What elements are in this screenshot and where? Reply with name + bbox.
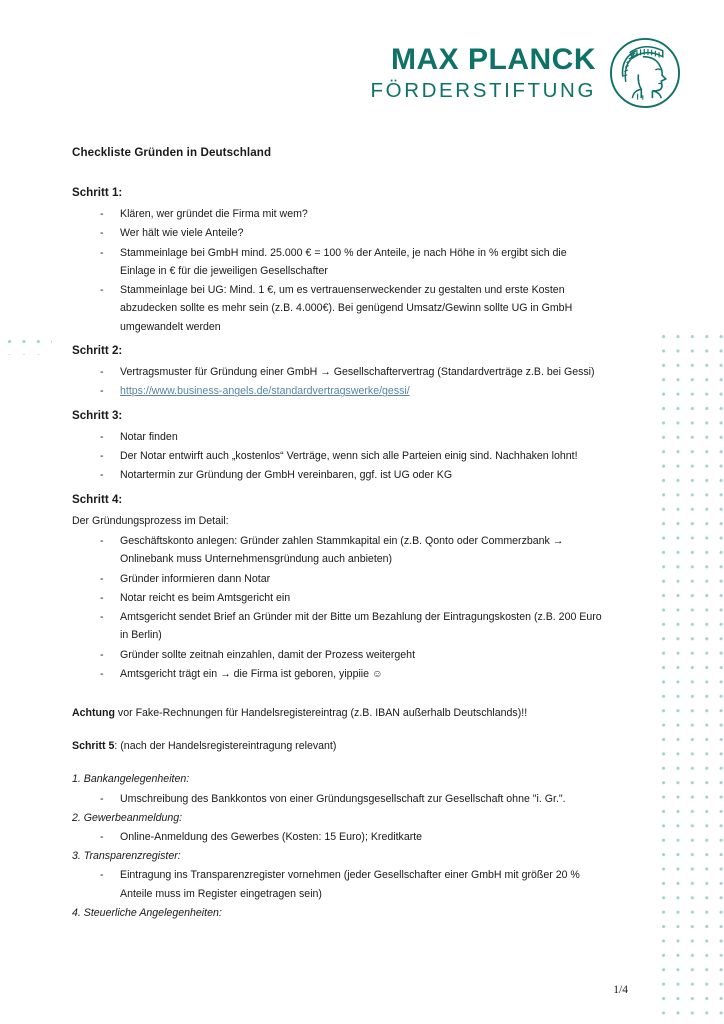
list-item: - Stammeinlage bei GmbH mind. 25.000 € = 100 % der Anteile, je nach Höhe in % ergibt sich die Einlage in € für die jeweiligen Gesellschafter [72,244,602,280]
list-item: - Notartermin zur Gründung der GmbH vereinbaren, ggf. ist UG oder KG [72,466,602,484]
list-item: - Notar reicht es beim Amtsgericht ein [72,589,602,607]
list-item: - Gründer informieren dann Notar [72,570,602,588]
list-item: - Online-Anmeldung des Gewerbes (Kosten: 15 Euro); Kreditkarte [72,828,602,846]
page-title: Checkliste Gründen in Deutschland [72,146,272,159]
list-item: - Amtsgericht sendet Brief an Gründer mit der Bitte um Bezahlung der Eintragungskosten (z.B. 200 Euro in Berlin) [72,608,602,644]
heading-gewerbeanmeldung: 2. Gewerbeanmeldung: [72,811,183,824]
heading-bankangelegenheiten: 1. Bankangelegenheiten: [72,773,190,786]
list-step-3 [72,428,602,485]
brand-name-primary: MAX PLANCK [391,42,596,76]
list-item: - Umschreibung des Bankkontos von einer Gründungsgesellschaft zur Gesellschaft ohne "i. Gr.". [72,790,602,808]
list-transparenzregister [72,866,602,902]
list-item: - Notar finden [72,428,602,446]
list-item: - Wer hält wie viele Anteile? [72,224,602,242]
page-number: 1/4 [613,984,628,996]
list-gewerbeanmeldung [72,828,602,846]
list-item: - Der Notar entwirft auch „kostenlos“ Verträge, wenn sich alle Parteien einig sind. Nachhaken lohnt! [72,447,602,465]
heading-step-1: Schritt 1: [72,185,123,199]
document-body [72,145,602,923]
list-item: - Stammeinlage bei UG: Mind. 1 €, um es vertrauenserweckender zu gestalten und erste Kosten abzudecken sollte es mehr sein (z.B. 4.000€). Bei genügend Umsatz/Gewinn sollte UG in GmbH umgewandelt werden [72,281,602,336]
list-item: - Klären, wer gründet die Firma mit wem? [72,205,602,223]
decorative-dot-grid-right [662,335,724,1024]
list-bankangelegenheiten [72,790,602,808]
list-item: - Gründer sollte zeitnah einzahlen, damit der Prozess weitergeht [72,646,602,664]
warning-text: vor Fake-Rechnungen für Handelsregistereintrag (z.B. IBAN außerhalb Deutschlands)!! [114,706,528,719]
brand-logo [371,36,682,110]
list-item: - Vertragsmuster für Gründung einer GmbH → Gesellschaftervertrag (Standardverträge z.B. bei Gessi) [72,363,602,381]
brand-name-secondary: FÖRDERSTIFTUNG [370,78,596,102]
step-5-note: : (nach der Handelsregistereintragung relevant) [114,740,337,753]
heading-step-4: Schritt 4: [72,492,123,506]
step-5-label: Schritt 5 [72,740,115,753]
list-item: - Geschäftskonto anlegen: Gründer zahlen Stammkapital ein (z.B. Qonto oder Commerzbank → Onlinebank muss Unternehmensgründung auch anbieten) [72,532,602,568]
heading-steuerliche-angelegenheiten: 4. Steuerliche Angelegenheiten: [72,906,222,919]
warning-label: Achtung [72,706,115,719]
list-step-4 [72,532,602,683]
heading-step-5 [72,737,602,755]
heading-transparenzregister: 3. Transparenzregister: [72,850,181,863]
list-step-2 [72,363,602,400]
list-item: - Eintragung ins Transparenzregister vornehmen (jeder Gesellschafter einer GmbH mit größer 20 % Anteile muss im Register eingetragen sein) [72,866,602,902]
heading-step-3: Schritt 3: [72,408,123,422]
minerva-head-icon [608,36,682,110]
brand-wordmark [370,42,596,102]
intro-step-4: Der Gründungsprozess im Detail: [72,514,229,527]
heading-step-2: Schritt 2: [72,343,123,357]
decorative-dot-grid-left [8,340,52,355]
spacer [72,757,602,770]
standardvertragswerke-link[interactable]: https://www.business-angels.de/standardvertragswerke/gessi/ [120,385,410,398]
list-item-link [72,382,602,400]
list-item: - Amtsgericht trägt ein → die Firma ist geboren, yippiie ☺ [72,665,602,683]
warning-note [72,704,602,722]
spacer [72,724,602,737]
spacer [72,684,602,704]
list-step-1 [72,205,602,336]
